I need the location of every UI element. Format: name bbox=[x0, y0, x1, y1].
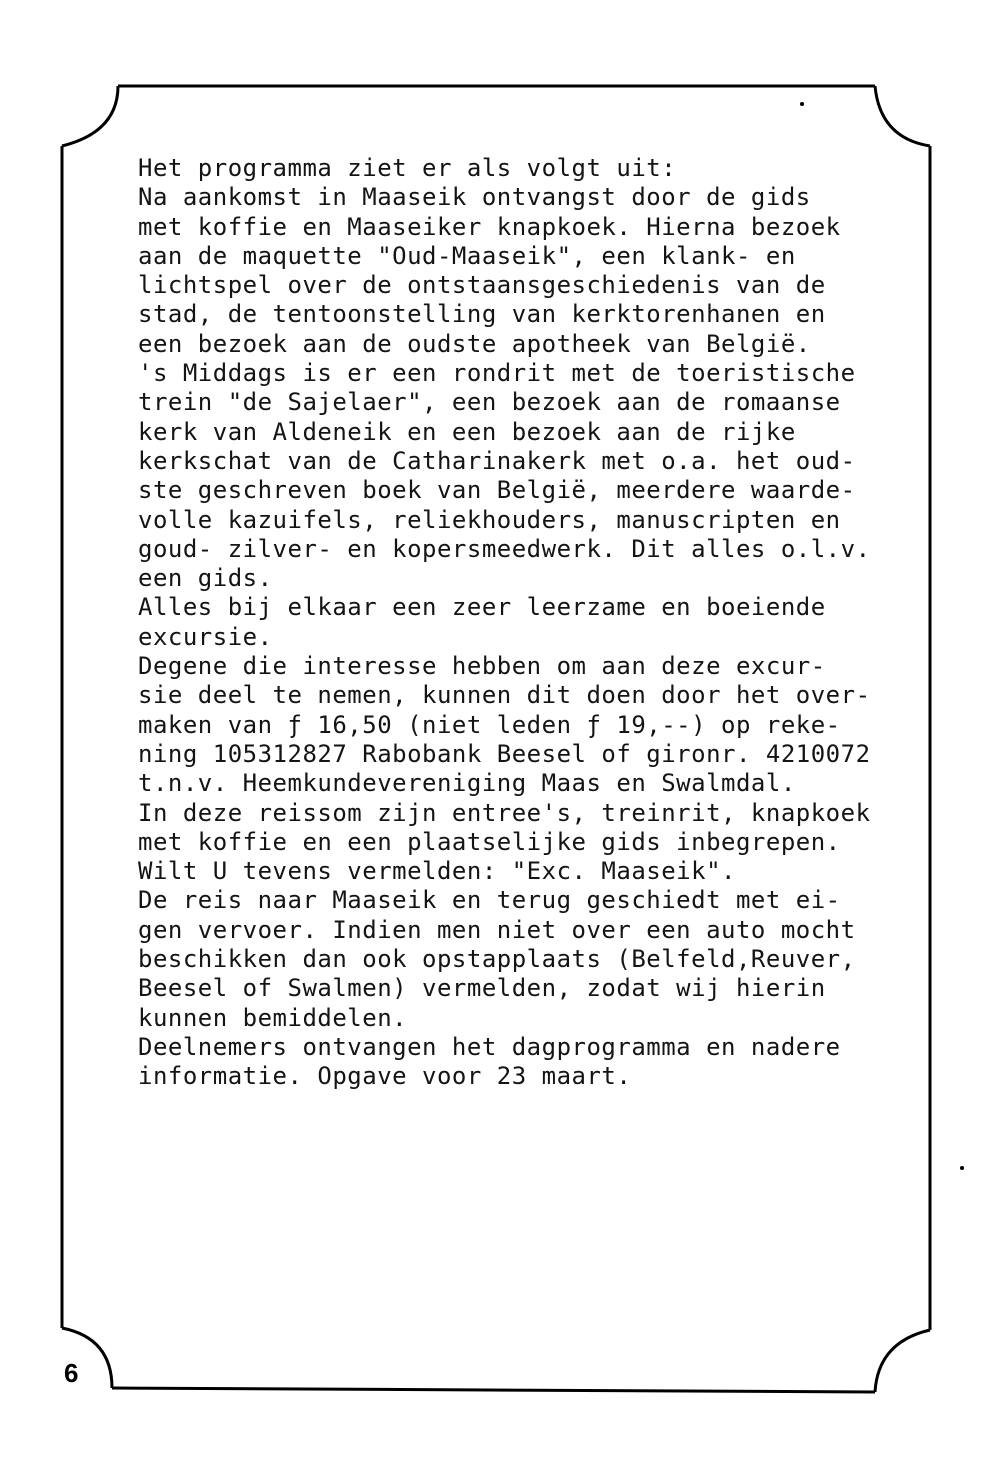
text-line: 's Middags is er een rondrit met de toeristische bbox=[138, 359, 856, 388]
text-line: informatie. Opgave voor 23 maart. bbox=[138, 1062, 632, 1091]
text-line: een bezoek aan de oudste apotheek van België. bbox=[138, 329, 811, 358]
text-line: ning 105312827 Rabobank Beesel of gironr. 4210072 bbox=[138, 739, 871, 768]
text-line: stad, de tentoonstelling van kerktorenhanen en bbox=[138, 300, 826, 329]
text-line: Na aankomst in Maaseik ontvangst door de gids bbox=[138, 183, 811, 212]
text-line: kerk van Aldeneik en een bezoek aan de rijke bbox=[138, 417, 796, 446]
text-line: beschikken dan ook opstapplaats (Belfeld,Reuver, bbox=[138, 945, 856, 974]
text-line: excursie. bbox=[138, 622, 273, 651]
text-line: Alles bij elkaar een zeer leerzame en boeiende bbox=[138, 593, 826, 622]
text-line: kunnen bemiddelen. bbox=[138, 1003, 408, 1032]
text-line: Wilt U tevens vermelden: "Exc. Maaseik". bbox=[138, 857, 736, 886]
text-line: Degene die interesse hebben om aan deze excur- bbox=[138, 652, 826, 681]
text-line: met koffie en een plaatselijke gids inbegrepen. bbox=[138, 827, 841, 856]
text-line: trein "de Sajelaer", een bezoek aan de romaanse bbox=[138, 388, 841, 417]
text-line: goud- zilver- en kopersmeedwerk. Dit alles o.l.v. bbox=[138, 534, 871, 563]
text-line: maken van ƒ 16,50 (niet leden ƒ 19,--) op reke- bbox=[138, 710, 841, 739]
text-line: gen vervoer. Indien men niet over een auto mocht bbox=[138, 915, 856, 944]
text-line: kerkschat van de Catharinakerk met o.a. het oud- bbox=[138, 446, 856, 475]
ink-speck bbox=[960, 1166, 964, 1170]
text-line: Beesel of Swalmen) vermelden, zodat wij hierin bbox=[138, 974, 826, 1003]
text-line: Het programma ziet er als volgt uit: bbox=[138, 154, 677, 182]
text-line: met koffie en Maaseiker knapkoek. Hierna bezoek bbox=[138, 212, 841, 241]
ink-speck bbox=[800, 102, 804, 106]
text-line: sie deel te nemen, kunnen dit doen door het over- bbox=[138, 681, 871, 710]
text-line: De reis naar Maaseik en terug geschiedt met ei- bbox=[138, 886, 841, 915]
text-line: aan de maquette "Oud-Maaseik", een klank- en bbox=[138, 241, 796, 270]
text-line: t.n.v. Heemkundevereniging Maas en Swalmdal. bbox=[138, 769, 796, 798]
text-line: Deelnemers ontvangen het dagprogramma en nadere bbox=[138, 1032, 841, 1061]
announcement-text bbox=[138, 154, 938, 1092]
text-line: ste geschreven boek van België, meerdere waarde- bbox=[138, 476, 856, 505]
text-line: een gids. bbox=[138, 564, 273, 593]
text-line: In deze reissom zijn entree's, treinrit, knapkoek bbox=[138, 798, 871, 827]
text-line: volle kazuifels, reliekhouders, manuscripten en bbox=[138, 505, 841, 534]
text-line: lichtspel over de ontstaansgeschiedenis van de bbox=[138, 271, 826, 300]
page-number: 6 bbox=[64, 1358, 79, 1388]
